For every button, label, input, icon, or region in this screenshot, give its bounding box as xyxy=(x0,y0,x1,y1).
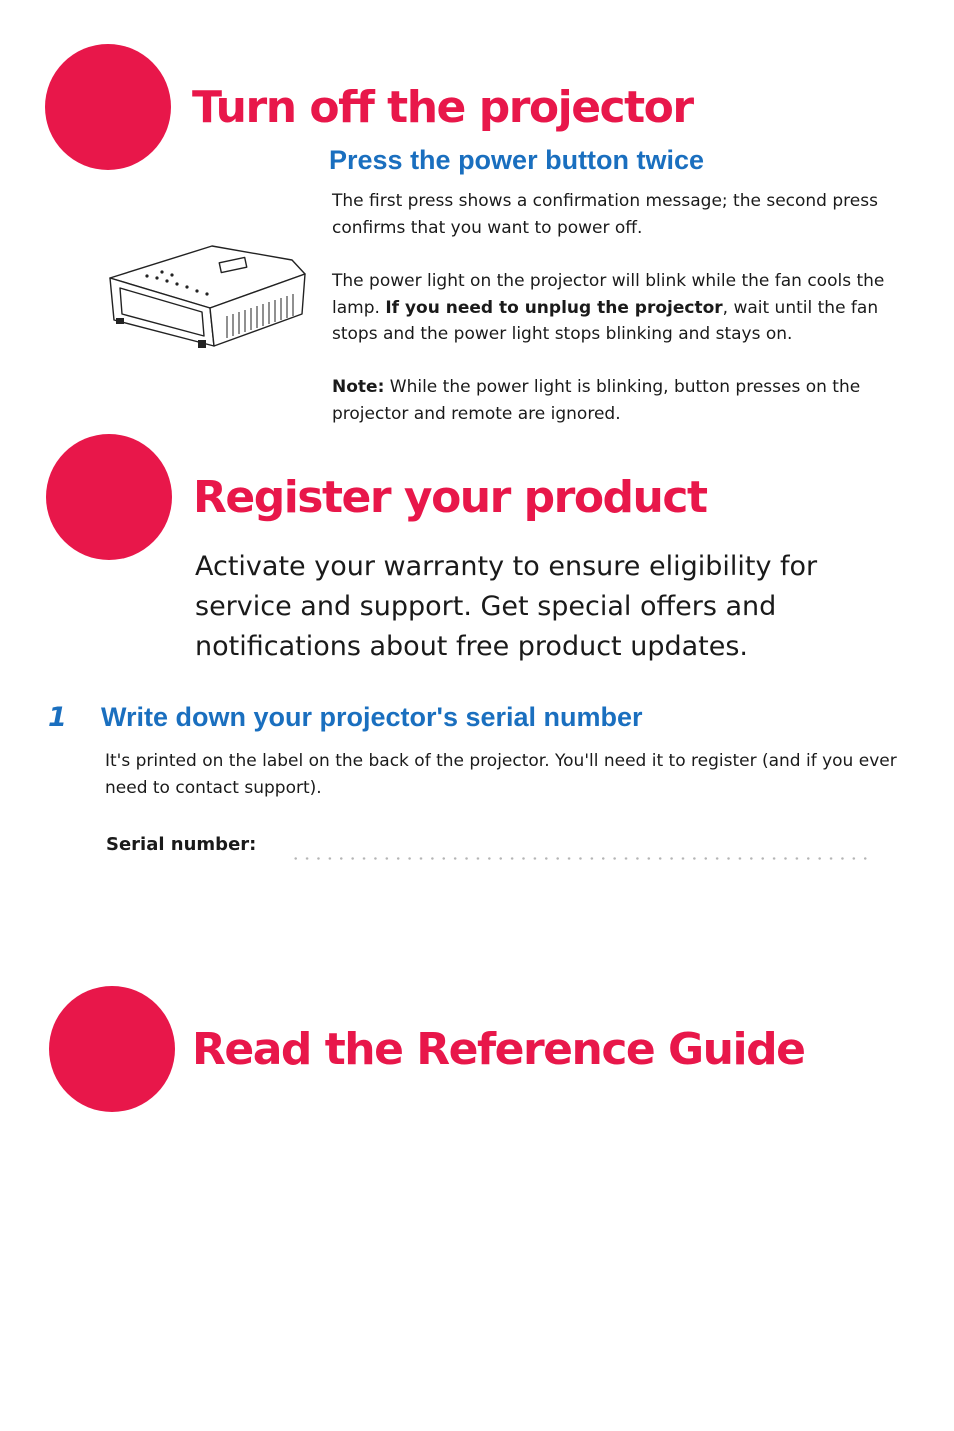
step-number: 1 xyxy=(48,702,67,733)
power-light-text-end: , wait until the fan stops and the power light stops blinking and stays on. xyxy=(332,297,879,344)
section-title-reference-guide: Read the Reference Guide xyxy=(192,1024,805,1075)
unplug-warning-bold: If you need to unplug the projector xyxy=(385,297,723,318)
projector-icon xyxy=(102,238,312,358)
paragraph-first-press: The first press shows a confirmation message; the second press confirms that you want to power off. xyxy=(332,191,878,238)
note-label: Note: xyxy=(332,377,385,397)
subtitle-press-power: Press the power button twice xyxy=(329,145,705,175)
section-title-turn-off: Turn off the projector xyxy=(192,82,693,133)
register-lead-text: Activate your warranty to ensure eligibility for service and support. Get special offers and notifications about free product updates. xyxy=(195,551,818,662)
section-marker-circle-2 xyxy=(46,434,172,560)
paragraph-power-light xyxy=(332,268,912,348)
serial-number-label: Serial number: xyxy=(106,834,257,855)
step-title-serial: Write down your projector's serial number xyxy=(101,702,643,732)
paragraph-note xyxy=(332,374,922,427)
step-description: It's printed on the label on the back of the projector. You'll need it to register (and if you ever need to contact support). xyxy=(105,751,897,798)
section-title-register: Register your product xyxy=(193,472,707,523)
note-text: While the power light is blinking, button presses on the projector and remote are ignored. xyxy=(332,377,861,424)
power-light-text: The power light on the projector will blink while the fan cools the lamp. xyxy=(332,271,885,318)
serial-number-write-line xyxy=(290,857,872,860)
section-marker-circle-3 xyxy=(49,986,175,1112)
section-marker-circle-1 xyxy=(45,44,171,170)
